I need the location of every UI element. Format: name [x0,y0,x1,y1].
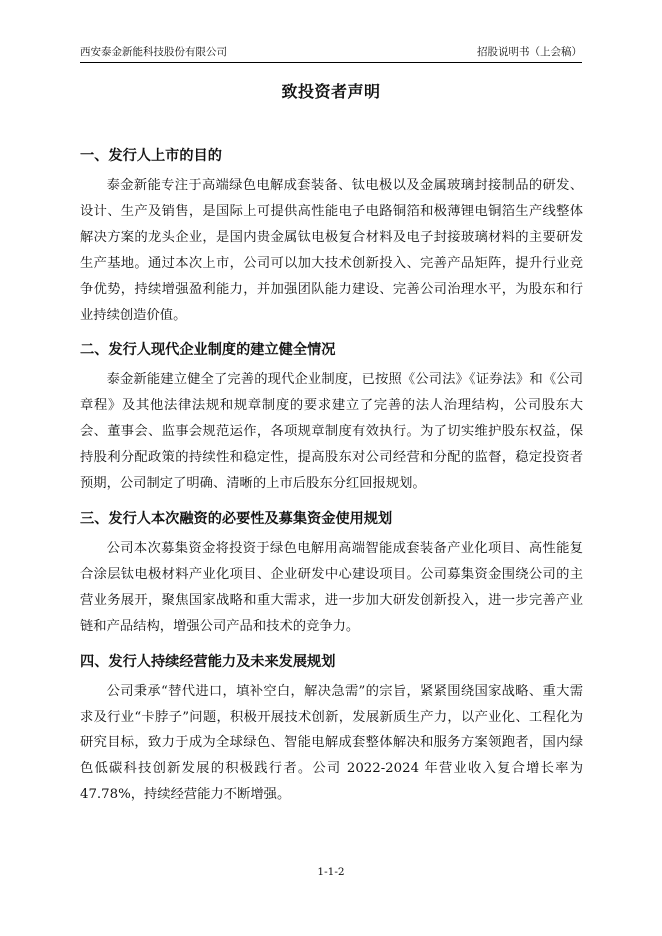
section-heading: 二、发行人现代企业制度的建立健全情况 [80,342,336,359]
section-heading: 四、发行人持续经营能力及未来发展规划 [80,653,336,670]
section-corporate-governance [80,339,583,497]
section-heading: 三、发行人本次融资的必要性及募集资金使用规划 [80,510,393,527]
section-listing-purpose [80,145,583,328]
header-document-type: 招股说明书（上会稿） [477,46,582,58]
section-fundraising-plan [80,508,583,640]
section-sustainability-plan [80,651,583,809]
section-paragraph: 泰金新能建立健全了完善的现代企业制度，已按照《公司法》《证券法》和《公司章程》及其他法律法规和规章制度的要求建立了完善的法人治理结构，公司股东大会、董事会、监事会规范运作，各项规章制度有效执行。为了切实维护股东权益，保持股利分配政策的持续性和稳定性，提高股东对公司经营和分配的监督，稳定投资者预期，公司制定了明确、清晰的上市后股东分红回报规划。 [80,372,583,492]
section-paragraph: 公司本次募集资金将投资于绿色电解用高端智能成套装备产业化项目、高性能复合涂层钛电极材料产业化项目、企业研发中心建设项目。公司募集资金围绕公司的主营业务展开，聚焦国家战略和重大需求，进一步加大研发创新投入，进一步完善产业链和产品结构，增强公司产品和技术的竞争力。 [80,540,583,634]
page-title: 致投资者声明 [281,82,381,101]
header-company-name: 西安泰金新能科技股份有限公司 [80,46,227,58]
section-heading: 一、发行人上市的目的 [80,148,222,164]
page-header [80,44,582,63]
document-body [80,136,583,808]
section-paragraph: 泰金新能专注于高端绿色电解成套装备、钛电极以及金属玻璃封接制品的研发、设计、生产及销售，是国际上可提供高性能电子电路铜箔和极薄锂电铜箔生产线整体解决方案的龙头企业，是国内贵金属钛电极复合材料及电子封接玻璃材料的主要研发生产基地。通过本次上市，公司可以加大技术创新投入、完善产品矩阵，提升行业竞争优势，持续增强盈利能力，并加强团队能力建设、完善公司治理水平，为股东和行业持续创造价值。 [80,178,583,323]
page-number: 1-1-2 [317,866,345,878]
section-paragraph: 公司秉承“替代进口，填补空白，解决急需”的宗旨，紧紧围绕国家战略、重大需求及行业“卡脖子”问题，积极开展技术创新，发展新质生产力，以产业化、工程化为研究目标，致力于成为全球绿色、智能电解成套整体解决和服务方案领跑者，国内绿色低碳科技创新发展的积极践行者。公司 2022-2024 年营业收入复合增长率为 47.78%，持续经营能力不断增强。 [80,683,583,803]
